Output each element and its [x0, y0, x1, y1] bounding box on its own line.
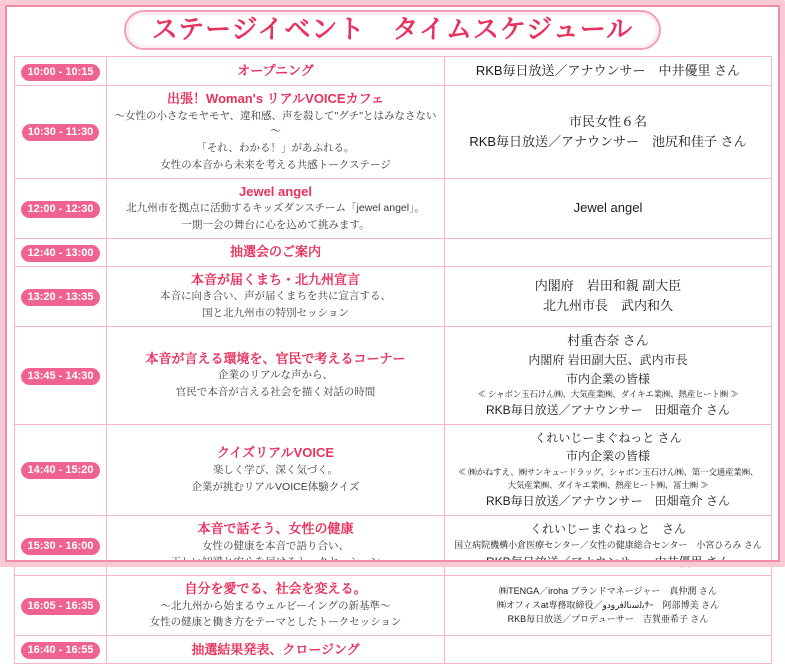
program-cell [107, 424, 445, 515]
guest-line: 内閣府 岩田和親 副大臣 [534, 278, 682, 294]
program-title: 自分を愛でる、社会を変える。 [184, 581, 367, 597]
program-cell [107, 57, 445, 86]
guest-line: ≪ シャボン玉石けん㈱、大気産業㈱、ダイキエ業㈱、熱産ヒート㈱ ≫ [477, 389, 739, 400]
guest-line: 市民女性６名 [568, 113, 647, 129]
time-cell [15, 424, 107, 515]
guest-cell [445, 326, 772, 424]
page-title [14, 10, 771, 50]
program-subtitle-line: 女性の健康を本音で語り合い、 [202, 539, 349, 552]
program-cell [107, 326, 445, 424]
program-subtitle-line: 正しい知識と安心を届けるトークセッション [170, 556, 381, 569]
program-subtitle-line: 「それ、わかる！」があふれる。 [196, 142, 355, 155]
guest-cell [445, 424, 772, 515]
title-pill [124, 10, 662, 51]
guest-line: ㈱TENGA／iroha ブランドマネージャー 真仲潤 さん [499, 585, 717, 596]
guest-cell [445, 636, 772, 664]
program-subtitle-line: 国と北九州市の特別セッション [202, 307, 349, 320]
table-row [15, 636, 772, 664]
guest-line: Jewel angel [573, 200, 643, 216]
time-cell [15, 266, 107, 326]
schedule-table-body [15, 57, 772, 664]
guest-line: 大気産業㈱、ダイキエ業㈱、熱産ヒート㈱、冨士㈱ ≫ [507, 480, 709, 491]
program-subtitle-line: 女性の本音から未来を考える共感トークステージ [160, 158, 391, 171]
table-row [15, 238, 772, 266]
program-subtitle-line: 北九州市を拠点に活動するキッズダンスチーム「jewel angel」。 [126, 202, 425, 215]
time-cell [15, 576, 107, 636]
guest-line: くれいじーまぐねっと さん [529, 522, 686, 536]
guest-line: 北九州市長 武内和久 [542, 298, 673, 314]
program-cell [107, 266, 445, 326]
program-subtitle-line: ～北九州から始まるウェルビーイングの新基準～ [160, 599, 391, 612]
guest-line: RKB毎日放送／アナウンサー 中井優里 さん [475, 63, 741, 78]
program-title: 抽選結果発表、クロージング [191, 641, 360, 657]
guest-line: 国立病院機構小倉医療センター／女性の健康総合センター 小宮ひろみ さん [454, 539, 762, 550]
program-subtitle-line: 本音に向き合い、声が届くまちを共に宣言する、 [160, 290, 391, 303]
time-badge: 15:30 - 16:00 [21, 538, 99, 555]
time-cell [15, 326, 107, 424]
guest-cell [445, 86, 772, 179]
program-title: 出張！Woman's リアルVOICEカフェ [167, 91, 384, 107]
table-row [15, 266, 772, 326]
time-cell [15, 636, 107, 664]
time-badge: 10:00 - 10:15 [21, 64, 99, 81]
guest-line: ≪ ㈱かねすえ、㈱サンキュードラッグ、シャボン玉石けん㈱、第一交通産業㈱、 [457, 467, 759, 478]
table-row [15, 57, 772, 86]
guest-line: ㈱オフィスat専務取締役／ﺑﻟﺳﻧﺎﻟﻓﺭﻭﺩﻭｻｰ 阿部博美 さん [496, 599, 720, 610]
time-cell [15, 86, 107, 179]
time-badge: 16:40 - 16:55 [21, 642, 99, 659]
guest-line: 市内企業の皆様 [565, 371, 650, 386]
guest-cell [445, 576, 772, 636]
time-badge: 14:40 - 15:20 [21, 462, 99, 479]
program-subtitle-line: 企業が挑むリアルVOICE体験クイズ [191, 480, 360, 493]
guest-line: RKB毎日放送／アナウンサー 田畑竜介 さん [485, 494, 730, 509]
time-cell [15, 57, 107, 86]
time-badge: 13:20 - 13:35 [21, 289, 99, 306]
guest-line: 村重杏奈 さん [567, 332, 649, 348]
guest-cell [445, 266, 772, 326]
guest-cell [445, 238, 772, 266]
program-cell [107, 636, 445, 664]
time-badge: 12:40 - 13:00 [21, 245, 99, 262]
table-row [15, 424, 772, 515]
guest-line: RKB毎日放送／プロデューサー 吉賀亜希子 さん [507, 613, 709, 624]
program-subtitle-line: 女性の健康と働き方をテーマとしたトークセッション [149, 616, 402, 629]
guest-cell [445, 57, 772, 86]
program-subtitle-line: 一期一会の舞台に心を込めて挑みます。 [181, 218, 370, 231]
time-badge: 10:30 - 11:30 [22, 124, 99, 141]
table-row [15, 178, 772, 238]
program-title: Jewel angel [239, 183, 312, 199]
time-badge: 16:05 - 16:35 [21, 598, 99, 615]
time-cell [15, 238, 107, 266]
program-cell [107, 576, 445, 636]
program-title: 抽選会のご案内 [229, 244, 321, 260]
time-cell [15, 178, 107, 238]
guest-line: RKB毎日放送／アナウンサー 田畑竜介 さん [485, 403, 730, 418]
program-cell [107, 238, 445, 266]
program-cell [107, 178, 445, 238]
program-subtitle-line: 企業のリアルな声から、 [217, 369, 334, 382]
table-row [15, 86, 772, 179]
program-title: オープニング [237, 63, 314, 79]
program-subtitle-line: ～女性の小さなモヤモヤ、違和感、声を殺して"グチ"とはみなさない～ [114, 109, 437, 138]
program-title: 本音で話そう、女性の健康 [197, 521, 354, 537]
program-title: クイズリアルVOICE [216, 445, 335, 461]
title-text: ステージイベント タイムスケジュール [151, 13, 634, 44]
program-title: 本音が言える環境を、官民で考えるコーナー [145, 350, 406, 366]
program-cell [107, 86, 445, 179]
guest-cell [445, 178, 772, 238]
program-title: 本音が届くまち・北九州宣言 [190, 271, 360, 287]
program-subtitle-line: 楽しく学び、深く気づく。 [212, 463, 339, 476]
schedule-table [14, 56, 772, 664]
table-row [15, 326, 772, 424]
guest-line: くれいじーまぐねっと さん [534, 430, 682, 445]
table-row [15, 576, 772, 636]
time-badge: 12:00 - 12:30 [21, 201, 99, 218]
guest-line: 市内企業の皆様 [565, 449, 650, 464]
time-badge: 13:45 - 14:30 [21, 368, 99, 385]
guest-line: RKB毎日放送／アナウンサー 中井優里 さん [485, 554, 730, 569]
guest-line: RKB毎日放送／アナウンサー 池尻和佳子 さん [469, 133, 747, 149]
program-subtitle-line: 官民で本音が言える社会を描く対話の時間 [175, 386, 376, 399]
guest-line: 内閣府 岩田副大臣、武内市長 [528, 352, 688, 367]
